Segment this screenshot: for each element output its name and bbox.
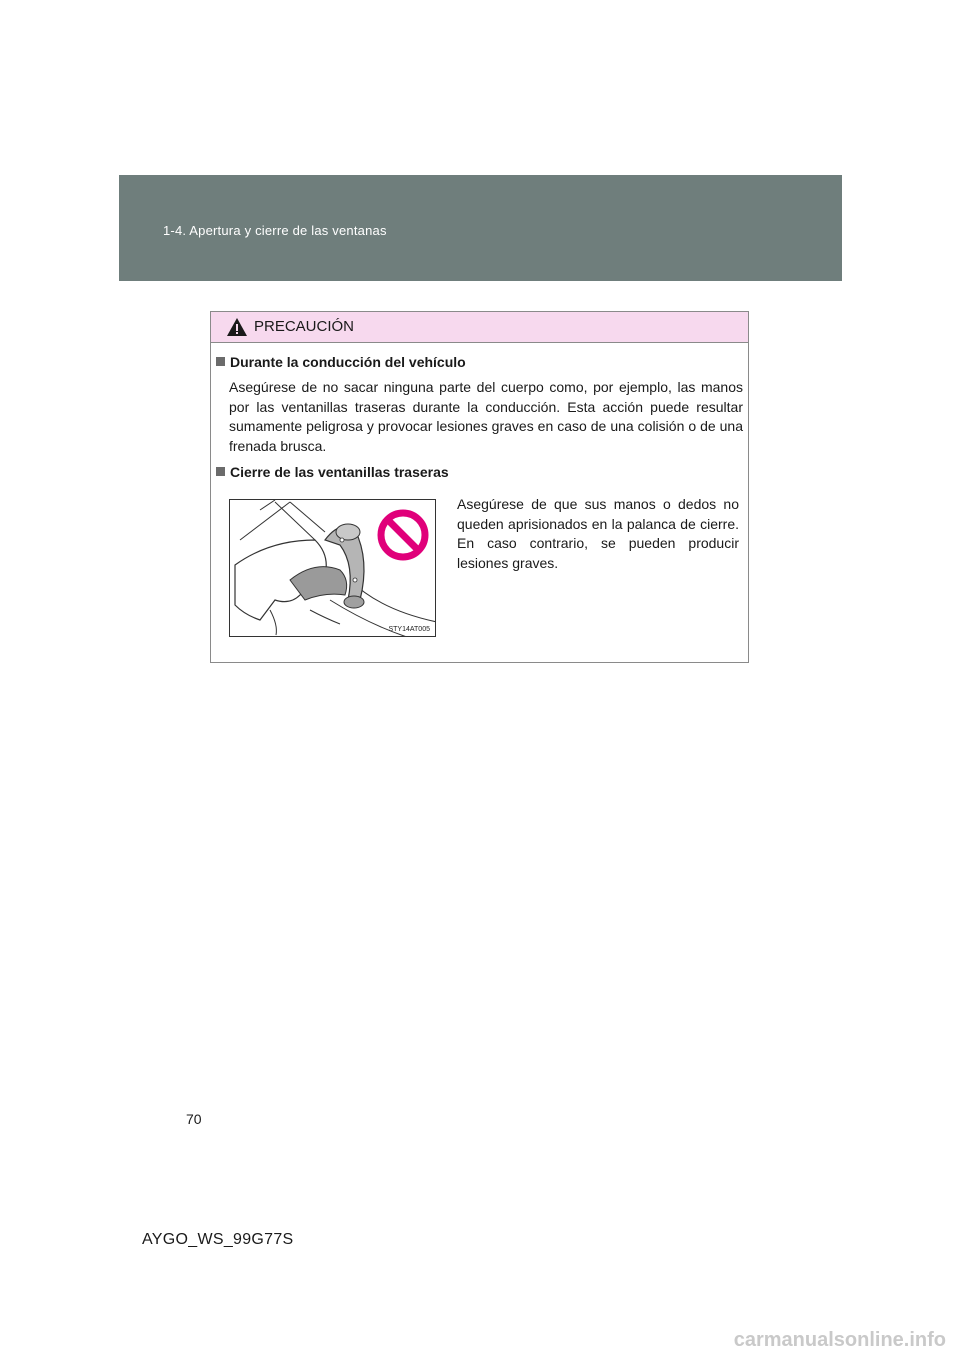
section-heading-text: Durante la conducción del vehículo [230,354,466,370]
square-bullet-icon [216,467,225,476]
square-bullet-icon [216,357,225,366]
prohibition-icon [376,508,430,562]
section-heading-text: Cierre de las ventanillas traseras [230,464,449,480]
warning-triangle-icon [226,317,248,337]
section-text-driving: Asegúrese de no sacar ninguna parte del cuerpo como, por ejemplo, las manos por las ventanillas traseras durante la conducción. Esta acción puede resultar sumamente peligrosa y provocar lesiones graves en caso de una colisión o de una frenada brusca. [229,379,743,454]
hand-lever-illustration [229,499,436,637]
page-number: 70 [186,1111,202,1127]
watermark-text: carmanualsonline.info [733,1329,946,1351]
chapter-title: 1-4. Apertura y cierre de las ventanas [163,223,387,238]
section-heading-lock [216,464,449,480]
illustration-code: STY14AT005 [388,626,430,633]
document-code: AYGO_WS_99G77S [142,1231,294,1248]
caution-title: PRECAUCIÓN [254,318,355,335]
caution-box [210,311,749,663]
section-heading-driving [216,354,466,370]
section-text-lock: Asegúrese de que sus manos o dedos no queden aprisionados en la palanca de cierre. En caso contrario, se pueden producir lesiones graves. [457,496,739,571]
caution-header [211,312,748,343]
chapter-header-band [119,175,842,281]
